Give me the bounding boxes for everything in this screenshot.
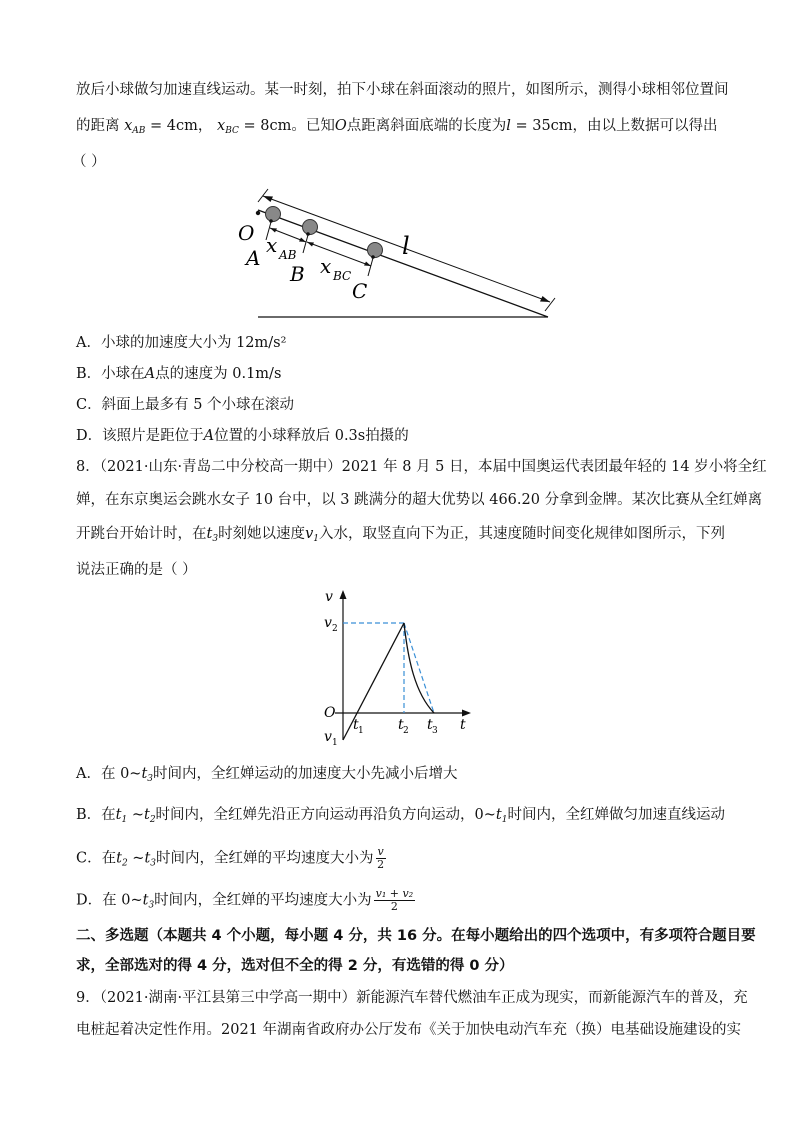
q8-text-line1: 8．（2021·山东·青岛二中分校高一期中）2021 年 8 月 5 日，本届中国奥运代表团最年轻的 14 岁小将全红 — [76, 459, 767, 475]
label-C: C — [352, 279, 368, 303]
label-x-bc: x — [320, 254, 332, 278]
t2-label: t — [398, 717, 404, 733]
svg-text:2: 2 — [332, 624, 338, 634]
v2-label: v — [324, 615, 332, 631]
q7-option-b: B．小球在A点的速度为 0.1m/s — [76, 366, 282, 382]
svg-text:1: 1 — [358, 726, 364, 736]
q8-option-d: D．在 $0\sim t_3$时间内，全红婵的平均速度大小为 $\frac{\text{v₁ + v₂}}{2}$ — [76, 887, 414, 913]
q7-option-a: A．小球的加速度大小为 12m/s² — [76, 335, 287, 351]
section-multi-choice-heading-line2: 求，全部选对的得 4 分，选对但不全的得 2 分，有选错的得 0 分） — [76, 958, 514, 974]
q7-answer-bracket: （ ） — [72, 154, 106, 170]
q8-text-line2: 婵，在东京奥运会跳水女子 10 台中，以 3 跳满分的超大优势以 466.20 分拿到金牌。某次比赛从全红婵离 — [76, 492, 763, 508]
label-A: A — [246, 246, 261, 270]
origin-label: O — [324, 705, 336, 721]
q9-text-line2: 电桩起着决定性作用。2021 年湖南省政府办公厅发布《关于加快电动汽车充（换）电基础设施建设的实 — [76, 1022, 742, 1038]
q7-option-d: D．该照片是距位于A位置的小球释放后 0.3s拍摄的 — [76, 428, 409, 444]
label-bc-sub: BC — [333, 269, 352, 283]
label-l: l — [402, 232, 410, 260]
section-multi-choice-heading-line1: 二、多选题（本题共 4 个小题，每小题 4 分，共 16 分。在每小题给出的四个选项中，有多项符合题目要 — [76, 928, 756, 944]
svg-text:3: 3 — [432, 726, 438, 736]
svg-text:1: 1 — [332, 738, 338, 748]
q9-text-line1: 9．（2021·湖南·平江县第三中学高一期中）新能源汽车替代燃油车正成为现实，而新能源汽车的普及，充 — [76, 990, 748, 1006]
label-B: B — [290, 262, 305, 286]
q8-text-line3: 开跳台开始计时，在$t_3$时刻她以速度$v_1$入水，取竖直向下为正，其速度随时间变化规律如图所示，下列 — [76, 526, 725, 544]
q7-text-line2: 的距离 $x_{AB} = 4cm$， $x_{BC} = 8cm$。已知O点距离斜面底端的长度为l = 35cm，由以上数据可以得出 — [76, 118, 718, 136]
axis-t-label: t — [460, 717, 466, 733]
q8-option-a: A．在 $0\sim t_3$时间内，全红婵运动的加速度大小先减小后增大 — [76, 766, 458, 784]
axis-v-label: v — [325, 589, 333, 605]
velocity-time-graph — [310, 585, 480, 750]
fraction-v-over-2: $\frac{v}{2}$ — [377, 845, 385, 871]
q7-option-c: C．斜面上最多有 5 个小球在滚动 — [76, 397, 295, 413]
t3-label: t — [427, 717, 433, 733]
q8-option-b: B．在$t_1$ $\sim t_2$时间内，全红婵先沿正方向运动再沿负方向运动，$0\sim t_1$时间内，全红婵做匀加速直线运动 — [76, 807, 725, 825]
svg-text:2: 2 — [403, 726, 409, 736]
t1-label: t — [353, 717, 359, 733]
q8-text-line4: 说法正确的是（ ） — [76, 562, 197, 578]
fraction-v1-plus-v2-over-2: $\frac{\text{v₁ + v₂}}{2}$ — [375, 887, 414, 913]
label-O: O — [238, 221, 255, 245]
label-ab-sub: AB — [279, 248, 297, 262]
v1-label: v — [324, 729, 332, 745]
label-x-ab: x — [266, 233, 278, 257]
q8-option-c: C．在$t_2$ $\sim t_3$时间内，全红婵的平均速度大小为 $\frac{v}{2}$ — [76, 845, 385, 871]
incline-figure — [230, 180, 570, 325]
q7-text-line1: 放后小球做匀加速直线运动。某一时刻，拍下小球在斜面滚动的照片，如图所示，测得小球相邻位置间 — [76, 82, 729, 98]
